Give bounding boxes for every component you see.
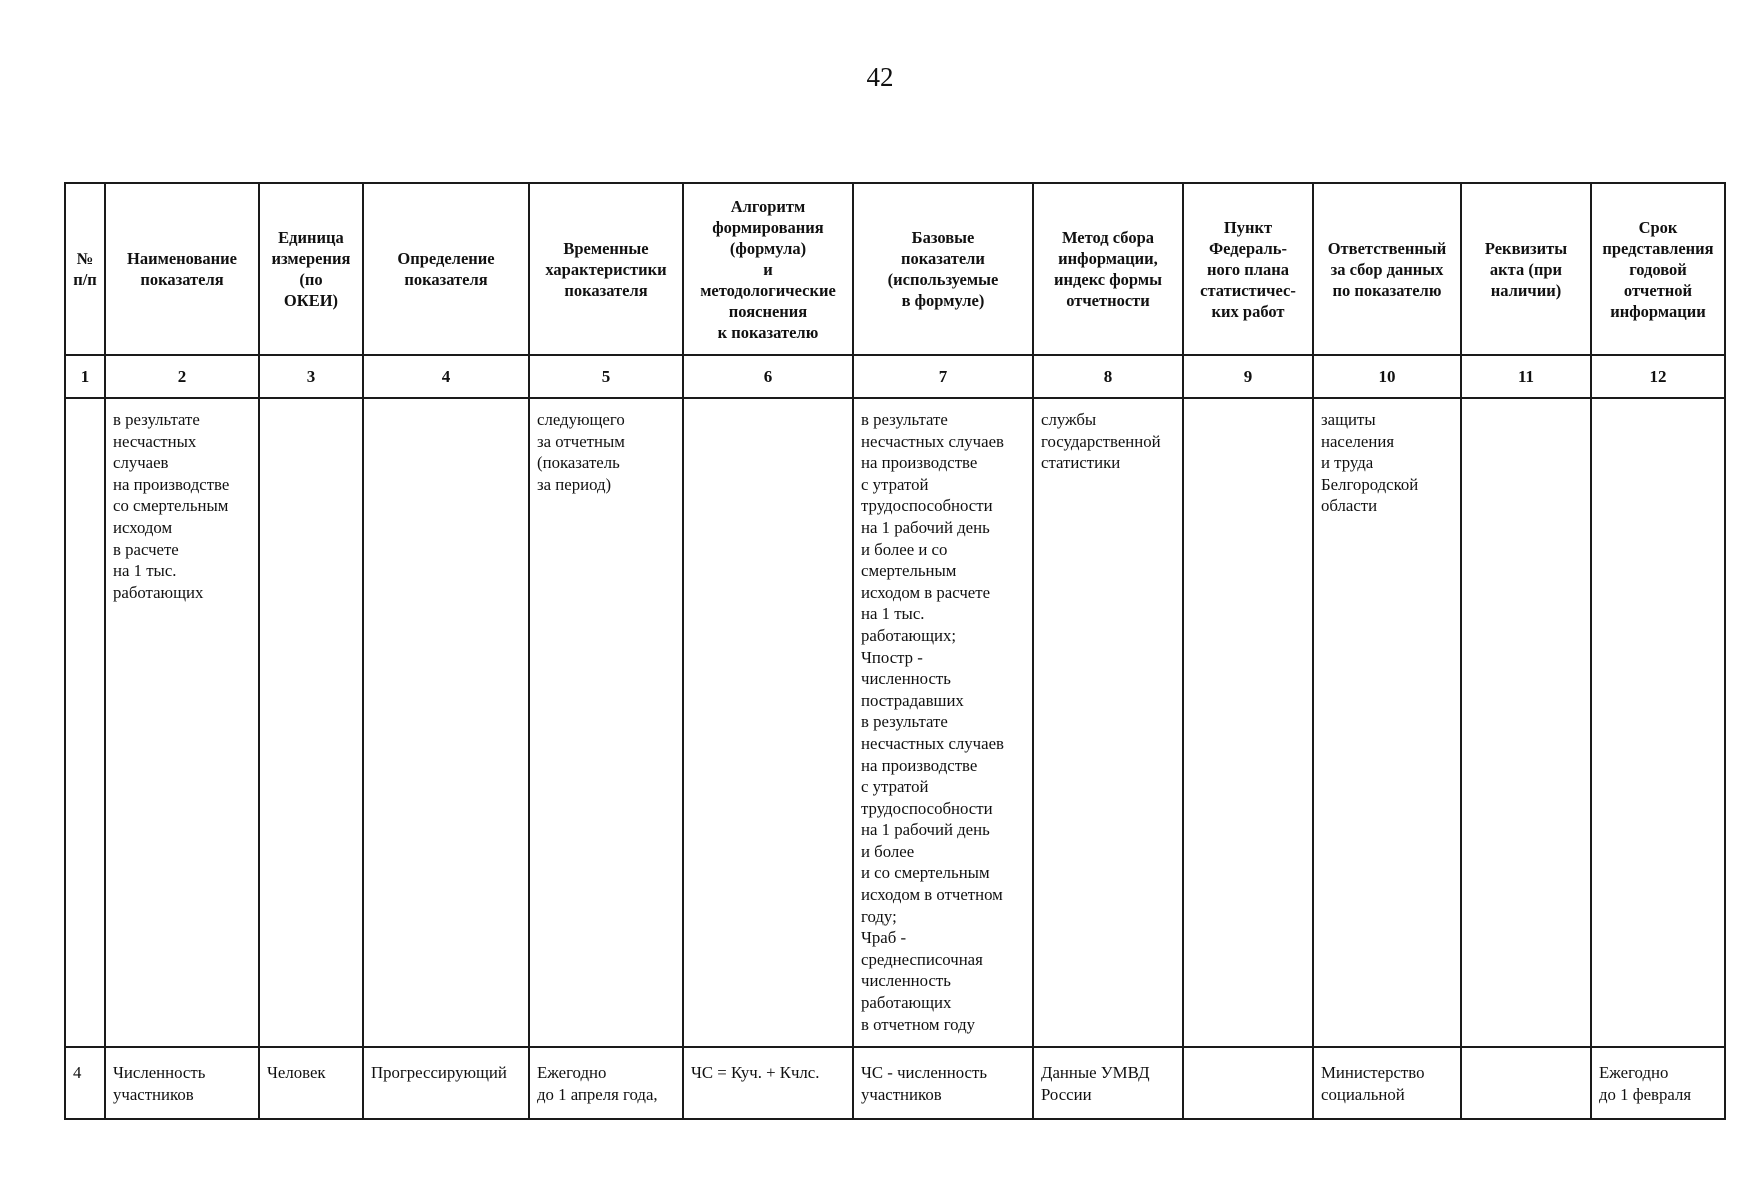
header-cell: Пункт Федераль- ного плана статистичес- ких работ	[1200, 217, 1296, 321]
column-number: 9	[1243, 366, 1253, 386]
header-cell: Срок представления годовой отчетной информации	[1602, 217, 1714, 321]
column-number: 7	[938, 366, 948, 386]
table-cell: в результате несчастных случаев на производстве с утратой трудоспособности на 1 рабочий день и более и со смертельным исходом в расчете на 1 тыс. работающих; Чпостр - численность пострадавших в результате несчастных случаев на производстве с утратой трудоспособности на 1 рабочий день и более и со смертельным исходом в отчетном году; Чраб - среднесписочная численность работающих в отчетном году	[861, 410, 1004, 1034]
column-border	[1724, 182, 1726, 1120]
table-cell: в результате несчастных случаев на производстве со смертельным исходом в расчете на 1 тыс. работающих	[113, 410, 230, 602]
header-cell: Наименование показателя	[127, 249, 237, 289]
header-cell: Базовые показатели (используемые в формуле)	[887, 228, 999, 310]
page-number: 42	[866, 62, 894, 92]
table-cell	[1592, 399, 1724, 1046]
header-cell: Алгоритм формирования (формула) и методологические пояснения к показателю	[700, 196, 836, 342]
table-cell: Численность участников	[113, 1063, 206, 1104]
column-number: 6	[763, 366, 773, 386]
column-number: 5	[601, 366, 611, 386]
table-cell: следующего за отчетным (показатель за период)	[537, 410, 625, 494]
table-cell: ЧС - численность участников	[861, 1063, 987, 1104]
table-cell: защиты населения и труда Белгородской области	[1321, 410, 1419, 516]
header-cell: Временные характеристики показателя	[545, 238, 667, 300]
table-cell	[1462, 1048, 1590, 1118]
column-number: 3	[306, 366, 316, 386]
header-cell: Определение показателя	[397, 249, 495, 289]
header-cell: Метод сбора информации, индекс формы отчетности	[1054, 228, 1162, 310]
column-number: 10	[1378, 366, 1396, 386]
column-number: 4	[441, 366, 451, 386]
table-cell	[260, 399, 362, 1046]
table-cell: Прогрессирующий	[371, 1063, 507, 1082]
table-cell: ЧС = Куч. + Кчлс.	[691, 1063, 820, 1082]
table-cell: Данные УМВД России	[1041, 1063, 1150, 1104]
column-number: 1	[80, 366, 90, 386]
indicator-table	[64, 182, 1726, 1120]
table-cell: Человек	[267, 1063, 326, 1082]
header-cell: № п/п	[73, 249, 97, 289]
column-number: 11	[1517, 366, 1535, 386]
table-cell	[1184, 399, 1312, 1046]
header-cell: Единица измерения (по ОКЕИ)	[271, 228, 351, 310]
table-cell: Ежегодно до 1 февраля	[1599, 1063, 1692, 1104]
header-cell: Реквизиты акта (при наличии)	[1484, 238, 1568, 300]
column-number: 8	[1103, 366, 1113, 386]
table-cell	[1462, 399, 1590, 1046]
column-number: 12	[1649, 366, 1667, 386]
table-cell: 4	[73, 1063, 82, 1082]
table-cell	[364, 399, 528, 1046]
header-cell: Ответственный за сбор данных по показателю	[1327, 238, 1447, 300]
table-cell: службы государственной статистики	[1041, 410, 1161, 473]
table-cell	[684, 399, 852, 1046]
table-border-bottom	[64, 1118, 1726, 1120]
table-cell	[1184, 1048, 1312, 1118]
column-number: 2	[177, 366, 187, 386]
table-cell: Ежегодно до 1 апреля года,	[537, 1063, 658, 1104]
table-cell	[66, 399, 104, 1046]
table-cell: Министерство социальной	[1321, 1063, 1425, 1104]
